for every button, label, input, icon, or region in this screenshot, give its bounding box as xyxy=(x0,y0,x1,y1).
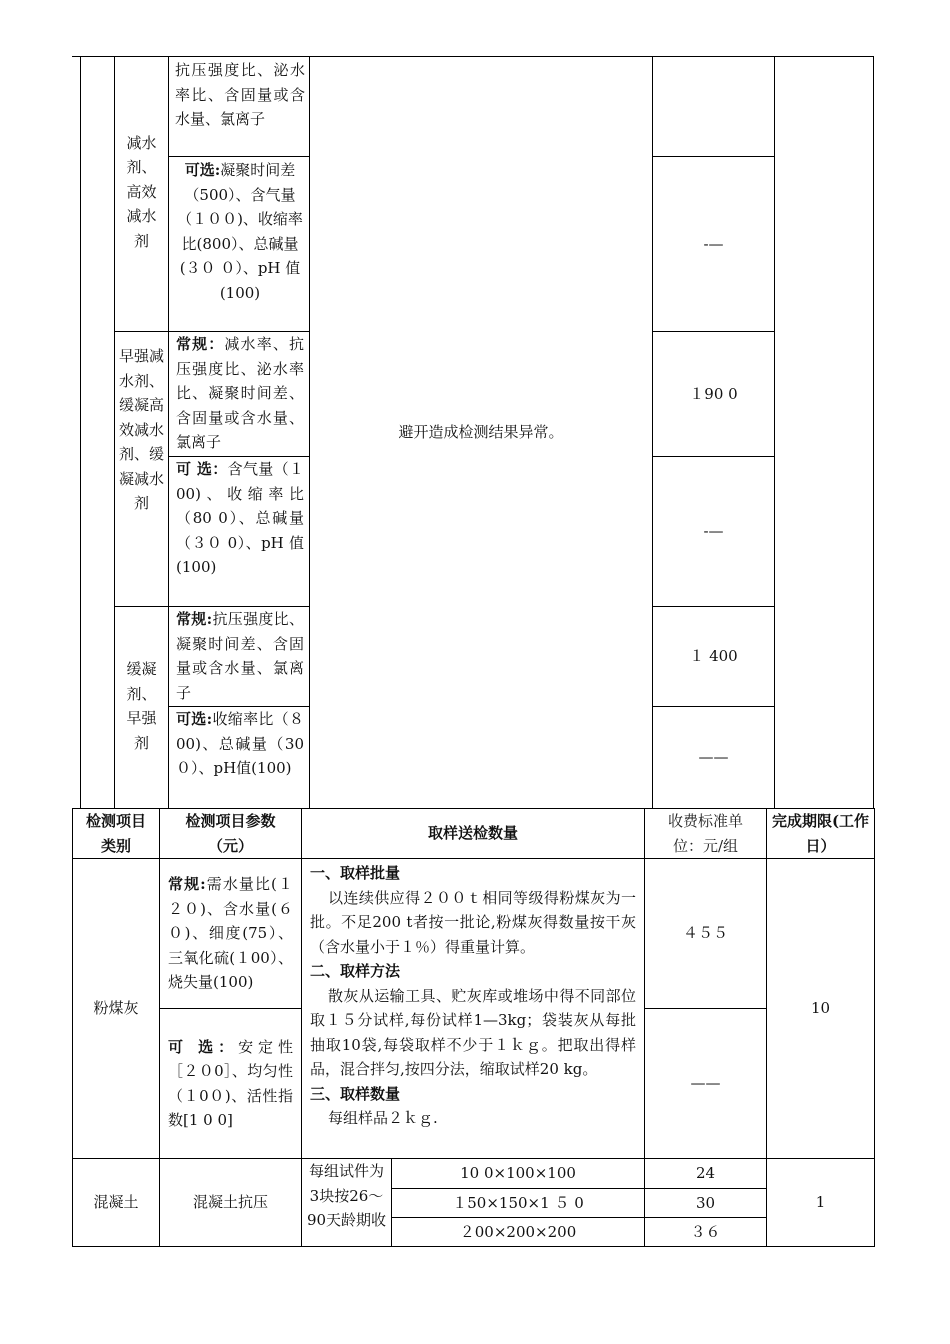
fee-required-water-reducer xyxy=(653,57,774,156)
params-required-retarder: 常规:抗压强度比、凝聚时间差、含固量或含水量、氯离子 xyxy=(176,610,304,702)
fly-ash-sampling: 一、取样批量 以连续供应得２００ｔ相同等级得粉煤灰为一批。不足200 t者按一批论,粉煤灰得数量按干灰（含水量小于１％）得重量计算。 二、取样方法 散灰从运输工具、贮灰库或堆场中得不同部位取１５分试样,每份试样1—3kg；袋装灰从每批抽取10袋,每袋取样不少于１ｋｇ。把取出得样品，混合拌匀,按四分法，缩取试样20 kg。 三、取样数量 每组样品２ｋｇ. xyxy=(302,859,645,1159)
header-fee: 收费标准单位：元/组 xyxy=(645,809,767,859)
params-optional-early-strength: 可 选：含气量（１ 00)、收缩率比（80 0）、总碱量（３０ 0）、pH 值(100) xyxy=(176,460,304,576)
concrete-params: 混凝土抗压 xyxy=(160,1159,302,1247)
fly-ash-category: 粉煤灰 xyxy=(73,859,160,1159)
concrete-fee-200: ３６ xyxy=(645,1218,767,1247)
concrete-period: 1 xyxy=(767,1159,875,1247)
concrete-fee-100: 24 xyxy=(645,1159,767,1189)
fee-required-retarder: １ 400 xyxy=(689,647,738,666)
header-params: 检测项目参数（元） xyxy=(160,809,302,859)
params-optional-water-reducer: 可选:凝聚时间差（500）、含气量（１００)、收缩率比(800）、总碱量(３０ ０）、pH 值(100) xyxy=(177,161,303,302)
fee-optional-water-reducer: -— xyxy=(703,234,724,253)
category-early-strength-reducer: 早强减水剂、缓凝高效减水剂、缓凝减水剂 xyxy=(118,347,164,512)
fly-ash-required-fee: ４５５ xyxy=(645,859,767,1009)
fee-required-early-strength: １90 0 xyxy=(689,384,738,403)
fly-ash-period: 10 xyxy=(767,859,875,1159)
fee-optional-retarder: —— xyxy=(698,748,729,767)
fly-ash-optional-fee: —— xyxy=(645,1009,767,1159)
header-category: 检测项目类别 xyxy=(73,809,160,859)
concrete-fee-150: 30 xyxy=(645,1189,767,1218)
header-sampling: 取样送检数量 xyxy=(302,809,645,859)
sampling-note: 避开造成检测结果异常。 xyxy=(398,423,564,442)
concrete-size-200: ２00×200×200 xyxy=(392,1218,645,1247)
params-optional-retarder: 可选:收缩率比（８ 00)、总碱量（30 ０）、pH值(100) xyxy=(176,710,304,777)
fly-ash-required-params: 常规:需水量比(１２０)、含水量(６０)、细度(75）、三氧化硫(１00）、烧失量(100) xyxy=(160,859,302,1009)
params-required-early-strength: 常规：减水率、抗压强度比、泌水率比、凝聚时间差、含固量或含水量、氯离子 xyxy=(176,335,304,451)
params-required-water-reducer: 抗压强度比、泌水率比、含固量或含水量、氯离子 xyxy=(175,61,305,128)
category-water-reducer: 减水剂、高效减水剂 xyxy=(126,133,157,250)
fly-ash-optional-params: 可 选：安定性［２０0］、均匀性（１0０)、活性指数[1 0 0] xyxy=(160,1009,302,1159)
category-retarder: 缓凝剂、早强剂 xyxy=(126,660,157,752)
concrete-category: 混凝土 xyxy=(73,1159,160,1247)
concrete-size-100: 10 0×100×100 xyxy=(392,1159,645,1189)
concrete-size-150: １50×150×1 ５ 0 xyxy=(392,1189,645,1218)
header-period: 完成期限(工作日） xyxy=(767,809,875,859)
fee-optional-early-strength: -— xyxy=(703,522,724,541)
lower-table xyxy=(72,808,875,1247)
concrete-sampling-note: 每组试件为3块按26～90天龄期收 xyxy=(302,1159,392,1247)
